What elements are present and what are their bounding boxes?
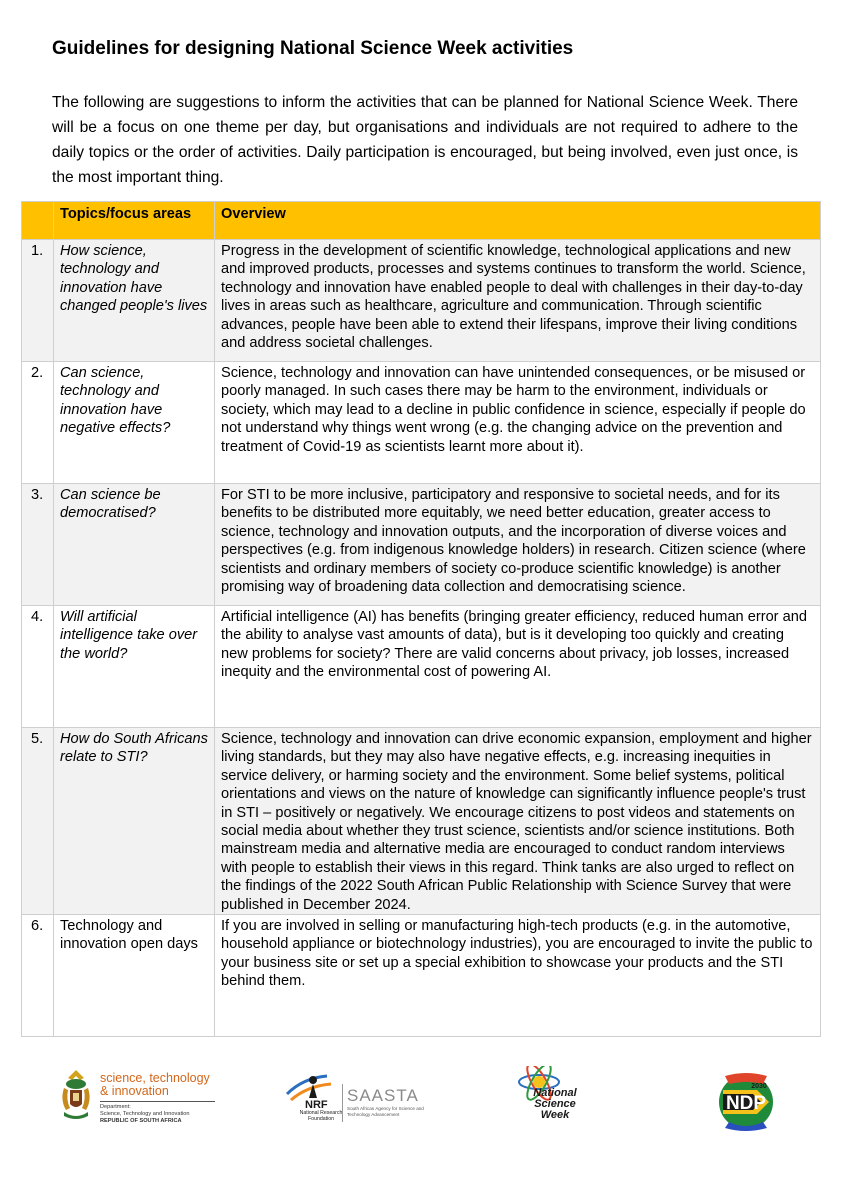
nrf-name: National Research Foundation bbox=[299, 1110, 343, 1122]
dsti-logo bbox=[58, 1068, 208, 1126]
row-overview: Artificial intelligence (AI) has benefits (bringing greater efficiency, reduced human error and the ability to analyse vast amounts of data), but is it developing too quickly and creating new problems for society? There are valid concerns about privacy, job losses, increased inequity and the environmental cost of powering AI. bbox=[215, 606, 821, 728]
logo-divider bbox=[342, 1084, 343, 1122]
row-topic: Technology and innovation open days bbox=[54, 915, 215, 1037]
ndp-text: NDP bbox=[725, 1093, 767, 1114]
row-topic: How do South Africans relate to STI? bbox=[54, 728, 215, 915]
ndp-2030-logo bbox=[717, 1072, 775, 1132]
row-number: 6. bbox=[22, 915, 54, 1037]
header-topics: Topics/focus areas bbox=[54, 202, 215, 240]
row-overview: If you are involved in selling or manufacturing high-tech products (e.g. in the automotive, household appliance or biotechnology industries), you are encouraged to invite the public to your business site or set up a special exhibition to showcase your products and the STI behind them. bbox=[215, 915, 821, 1037]
row-number: 3. bbox=[22, 484, 54, 606]
table-row bbox=[22, 484, 821, 606]
nrf-figure-icon bbox=[283, 1072, 339, 1112]
row-overview: Science, technology and innovation can have unintended consequences, or be misused or poorly managed. In such cases there may be harm to the environment, individuals or society, which may lead to a decline in public confidence in science, especially if people do not understand why things went wrong (e.g. the changing advice on the prevention and treatment of Covid-19 as scientists learnt more about it). bbox=[215, 362, 821, 484]
row-topic: Can science, technology and innovation have negative effects? bbox=[54, 362, 215, 484]
table-row bbox=[22, 606, 821, 728]
dsti-sub-country: REPUBLIC OF SOUTH AFRICA bbox=[100, 1118, 182, 1124]
saasta-subtitle: South African Agency for Science and Technology Advancement bbox=[347, 1106, 424, 1117]
nsw-text: National Science Week bbox=[533, 1087, 577, 1121]
row-number: 4. bbox=[22, 606, 54, 728]
coat-of-arms-icon bbox=[58, 1068, 94, 1122]
table-row bbox=[22, 728, 821, 915]
footer-logos bbox=[0, 1062, 849, 1142]
dsti-name: science, technology & innovation bbox=[100, 1071, 210, 1098]
row-overview: Progress in the development of scientific knowledge, technological applications and new and improved products, processes and systems continues to transform the world. Science, technology and innovation have enabled people to deal with challenges in their day-to-day lives in areas such as healthcare, agriculture and communication. Through scientific advances, people have been able to extend their lifespans, improve their living conditions and address societal challenges. bbox=[215, 240, 821, 362]
topics-table bbox=[21, 201, 821, 1037]
table-row bbox=[22, 240, 821, 362]
dsti-department bbox=[100, 1101, 215, 1125]
dsti-sub-dept: Science, Technology and Innovation bbox=[100, 1111, 190, 1117]
header-overview: Overview bbox=[215, 202, 821, 240]
nrf-mark-text: NRF bbox=[305, 1099, 328, 1111]
table-row bbox=[22, 362, 821, 484]
ndp-year: 2030 bbox=[751, 1083, 767, 1090]
row-topic: Can science be democratised? bbox=[54, 484, 215, 606]
table-row bbox=[22, 915, 821, 1037]
header-number bbox=[22, 202, 54, 240]
saasta-name: SAASTA bbox=[347, 1086, 419, 1105]
national-science-week-logo bbox=[515, 1066, 585, 1132]
row-topic: Will artificial intelligence take over the world? bbox=[54, 606, 215, 728]
ndp-badge-icon bbox=[717, 1072, 775, 1132]
row-number: 1. bbox=[22, 240, 54, 362]
page-title: Guidelines for designing National Science Week activities bbox=[52, 38, 574, 59]
row-overview: Science, technology and innovation can drive economic expansion, employment and higher living standards, but they may also have negative effects, e.g. increasing inequities in service delivery, or harming society and the environment. Some belief systems, political orientations and views on the nature of knowledge can significantly influence people's trust in STI – positively or negatively. We encourage citizens to post videos and statements on social media about whether they trust science, scientists and/or science institutions. Both mainstream media and alternative media are encouraged to conduct random interviews with people to establish their views in this regard. Think tanks are also urged to reflect on the findings of the 2022 South African Public Relationship with Science Survey that were published in December 2024. bbox=[215, 728, 821, 915]
intro-paragraph: The following are suggestions to inform the activities that can be planned for National Science Week. There will be a focus on one theme per day, but organisations and individuals are not required to adhere to the daily topics or the order of activities. Daily participation is encouraged, but being involved, even just once, is the most important thing. bbox=[52, 94, 798, 186]
row-number: 5. bbox=[22, 728, 54, 915]
dsti-sub-label: Department: bbox=[100, 1104, 131, 1110]
nrf-saasta-logo bbox=[283, 1072, 423, 1130]
row-overview: For STI to be more inclusive, participatory and responsive to societal needs, and for its benefits to be distributed more equitably, we need better education, greater access to science, technology and innovation outputs, and the incorporation of diverse voices and perspectives (e.g. from indigenous knowledge holders) in research. Citizen science (where scientists and ordinary members of society co-produce scientific knowledge) is another promising way of broadening data collection and democratising science. bbox=[215, 484, 821, 606]
row-number: 2. bbox=[22, 362, 54, 484]
table-header-row bbox=[22, 202, 821, 240]
row-topic: How science, technology and innovation have changed people's lives bbox=[54, 240, 215, 362]
